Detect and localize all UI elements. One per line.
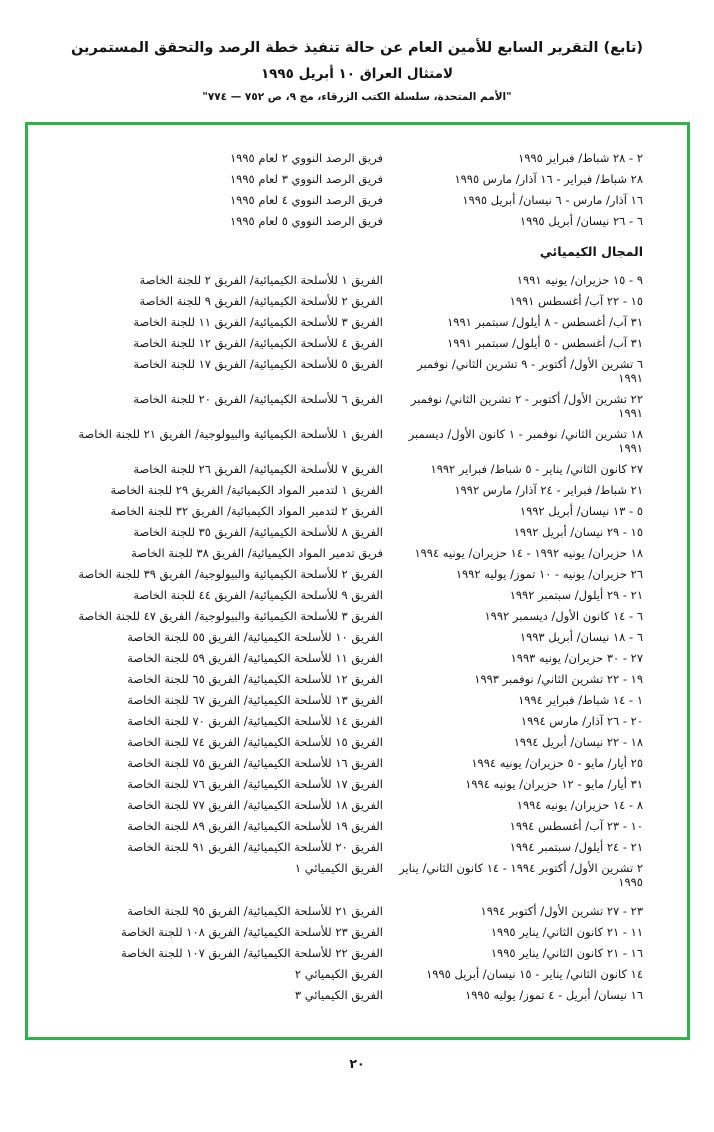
inspection-date-cell: ١٨ تشرين الثاني/ نوفمبر - ١ كانون الأول/ ديسمبر ١٩٩١ xyxy=(408,427,643,455)
inspection-date-cell: ٥ - ١٣ نيسان/ أبريل ١٩٩٢ xyxy=(519,504,643,518)
team-name-cell: الفريق ٢ لتدمير المواد الكيميائية/ الفريق ٣٢ للجنة الخاصة xyxy=(110,504,383,518)
inspection-row xyxy=(40,693,643,707)
inspection-row xyxy=(40,193,643,207)
inspection-date-cell: ٩ - ١٥ حزيران/ يونيه ١٩٩١ xyxy=(516,273,643,287)
inspection-row xyxy=(40,798,643,812)
team-name-cell: الفريق ١٥ للأسلحة الكيميائية/ الفريق ٧٤ للجنة الخاصة xyxy=(127,735,383,749)
inspection-date-cell: ٦ - ٢٦ نيسان/ أبريل ١٩٩٥ xyxy=(519,214,643,228)
inspection-date-cell: ٢٥ أيار/ مايو - ٥ حزيران/ يونيه ١٩٩٤ xyxy=(471,756,643,770)
report-header xyxy=(0,0,714,103)
team-name-cell: الفريق ٨ للأسلحة الكيميائية/ الفريق ٣٥ للجنة الخاصة xyxy=(133,525,383,539)
inspection-row xyxy=(40,988,643,1002)
inspection-row xyxy=(40,672,643,686)
inspection-date-cell: ٢٠ - ٢٦ آذار/ مارس ١٩٩٤ xyxy=(520,714,643,728)
inspection-date-cell: ٣١ آب/ أغسطس - ٥ أيلول/ سبتمبر ١٩٩١ xyxy=(447,336,643,350)
team-name-cell: الفريق ٣ للأسلحة الكيميائية/ الفريق ١١ للجنة الخاصة xyxy=(133,315,383,329)
inspection-date-cell: ١٥ - ٢٩ نيسان/ أبريل ١٩٩٢ xyxy=(513,525,643,539)
inspection-date-cell: ١٨ حزيران/ يونيه ١٩٩٢ - ١٤ حزيران/ يونيه ١٩٩٤ xyxy=(414,546,643,560)
team-name-cell: الفريق ١٤ للأسلحة الكيميائية/ الفريق ٧٠ للجنة الخاصة xyxy=(127,714,383,728)
inspection-date-cell: ٦ - ١٤ كانون الأول/ ديسمبر ١٩٩٢ xyxy=(484,609,643,623)
inspection-row xyxy=(40,273,643,287)
inspection-row xyxy=(40,315,643,329)
report-title-line-1: (تابع) التقرير السابع للأمين العام عن حالة تنفيذ خطة الرصد والتحقق المستمرين xyxy=(70,40,644,56)
team-name-cell: الفريق الكيميائي ٢ xyxy=(294,967,383,981)
inspection-row xyxy=(40,546,643,560)
inspection-date-cell: ١٥ - ٢٢ آب/ أغسطس ١٩٩١ xyxy=(509,294,643,308)
team-name-cell: فريق تدمير المواد الكيميائية/ الفريق ٣٨ للجنة الخاصة xyxy=(131,546,383,560)
inspection-row xyxy=(40,609,643,623)
section-header-chemical-field: المجال الكيميائي xyxy=(539,244,643,259)
inspection-date-cell: ٢٧ - ٣٠ حزيران/ يونيه ١٩٩٣ xyxy=(510,651,643,665)
inspection-date-cell: ٣١ أيار/ مايو - ١٢ حزيران/ يونيه ١٩٩٤ xyxy=(465,777,643,791)
team-name-cell: الفريق ١٧ للأسلحة الكيميائية/ الفريق ٧٦ للجنة الخاصة xyxy=(127,777,383,791)
inspection-row xyxy=(40,294,643,308)
inspection-date-cell: ٢١ - ٢٩ أيلول/ سبتمبر ١٩٩٢ xyxy=(509,588,643,602)
inspection-row xyxy=(40,714,643,728)
team-name-cell: الفريق ٣ للأسلحة الكيميائية والبيولوجية/ الفريق ٤٧ للجنة الخاصة xyxy=(78,609,383,623)
nuclear-monitoring-rows xyxy=(40,151,643,228)
team-name-cell: الفريق ١ لتدمير المواد الكيميائية/ الفريق ٢٩ للجنة الخاصة xyxy=(110,483,383,497)
team-name-cell: الفريق الكيميائي ٣ xyxy=(294,988,383,1002)
team-name-cell: الفريق ٢٠ للأسلحة الكيميائية/ الفريق ٩١ للجنة الخاصة xyxy=(127,840,383,854)
team-name-cell: الفريق ٢٣ للأسلحة الكيميائية/ الفريق ١٠٨ للجنة الخاصة xyxy=(121,925,383,939)
team-name-cell: فريق الرصد النووي ٣ لعام ١٩٩٥ xyxy=(229,172,383,186)
team-name-cell: الفريق الكيميائي ١ xyxy=(294,861,383,875)
inspection-row xyxy=(40,651,643,665)
team-name-cell: الفريق ١٨ للأسلحة الكيميائية/ الفريق ٧٧ للجنة الخاصة xyxy=(127,798,383,812)
inspection-date-cell: ٢١ - ٢٤ أيلول/ سبتمبر ١٩٩٤ xyxy=(509,840,643,854)
inspection-row xyxy=(40,967,643,981)
report-source-citation: "الأمم المتحدة، سلسلة الكتب الزرقاء، مج ٩، ص ٧٥٢ — ٧٧٤" xyxy=(202,91,512,103)
inspection-row xyxy=(40,151,643,165)
inspection-date-cell: ٨ - ١٤ حزيران/ يونيه ١٩٩٤ xyxy=(516,798,643,812)
team-name-cell: الفريق ٢٢ للأسلحة الكيميائية/ الفريق ١٠٧ للجنة الخاصة xyxy=(121,946,383,960)
chemical-inspection-rows xyxy=(40,273,643,1002)
inspection-row xyxy=(40,427,643,455)
inspection-row xyxy=(40,946,643,960)
inspection-date-cell: ٢١ شباط/ فبراير - ٢٤ آذار/ مارس ١٩٩٢ xyxy=(454,483,643,497)
inspection-date-cell: ٢٦ حزيران/ يونيه - ١٠ تموز/ يوليه ١٩٩٢ xyxy=(455,567,643,581)
inspection-row xyxy=(40,904,643,918)
inspection-date-cell: ٢٣ - ٢٧ تشرين الأول/ أكتوبر ١٩٩٤ xyxy=(480,904,643,918)
report-title-line-2: لامتثال العراق ١٠ أبريل ١٩٩٥ xyxy=(260,66,454,82)
team-name-cell: الفريق ٤ للأسلحة الكيميائية/ الفريق ١٢ للجنة الخاصة xyxy=(133,336,383,350)
inspection-date-cell: ٢٨ شباط/ فبراير - ١٦ آذار/ مارس ١٩٩٥ xyxy=(454,172,643,186)
inspection-row xyxy=(40,925,643,939)
team-name-cell: فريق الرصد النووي ٤ لعام ١٩٩٥ xyxy=(229,193,383,207)
inspection-row xyxy=(40,392,643,420)
inspection-date-cell: ٢٧ كانون الثاني/ يناير - ٥ شباط/ فبراير ١٩٩٢ xyxy=(430,462,643,476)
team-name-cell: الفريق ١ للأسلحة الكيميائية/ الفريق ٢ للجنة الخاصة xyxy=(139,273,383,287)
inspection-row xyxy=(40,172,643,186)
inspection-date-cell: ٦ تشرين الأول/ أكتوبر - ٩ تشرين الثاني/ نوفمبر ١٩٩١ xyxy=(417,357,643,385)
inspection-row xyxy=(40,588,643,602)
inspection-row xyxy=(40,483,643,497)
inspection-date-cell: ١٨ - ٢٢ نيسان/ أبريل ١٩٩٤ xyxy=(513,735,643,749)
inspection-row xyxy=(40,840,643,854)
inspection-date-cell: ٦ - ١٨ نيسان/ أبريل ١٩٩٣ xyxy=(519,630,643,644)
inspection-date-cell: ١٦ - ٢١ كانون الثاني/ يناير ١٩٩٥ xyxy=(490,946,643,960)
team-name-cell: الفريق ١٦ للأسلحة الكيميائية/ الفريق ٧٥ للجنة الخاصة xyxy=(127,756,383,770)
inspection-row xyxy=(40,336,643,350)
inspection-row xyxy=(40,630,643,644)
page-number: ٢٠ xyxy=(349,1056,365,1071)
inspection-date-cell: ٣١ آب/ أغسطس - ٨ أيلول/ سبتمبر ١٩٩١ xyxy=(447,315,643,329)
inspection-date-cell: ٢ تشرين الأول/ أكتوبر ١٩٩٤ - ١٤ كانون الثاني/ يناير ١٩٩٥ xyxy=(399,861,643,889)
inspection-row xyxy=(40,756,643,770)
team-name-cell: الفريق ٦ للأسلحة الكيميائية/ الفريق ٢٠ للجنة الخاصة xyxy=(133,392,383,406)
inspection-date-cell: ١٦ آذار/ مارس - ٦ نيسان/ أبريل ١٩٩٥ xyxy=(462,193,643,207)
inspection-row xyxy=(40,735,643,749)
inspection-row xyxy=(40,819,643,833)
team-name-cell: الفريق ٢ للأسلحة الكيميائية والبيولوجية/ الفريق ٣٩ للجنة الخاصة xyxy=(78,567,383,581)
inspection-row xyxy=(40,504,643,518)
inspection-row xyxy=(40,525,643,539)
inspection-date-cell: ١٠ - ٢٣ آب/ أغسطس ١٩٩٤ xyxy=(509,819,643,833)
team-name-cell: الفريق ١٩ للأسلحة الكيميائية/ الفريق ٨٩ للجنة الخاصة xyxy=(127,819,383,833)
inspection-row xyxy=(40,214,643,228)
team-name-cell: الفريق ٩ للأسلحة الكيميائية/ الفريق ٤٤ للجنة الخاصة xyxy=(133,588,383,602)
inspection-table-frame xyxy=(25,122,690,1040)
inspection-date-cell: ١٦ نيسان/ أبريل - ٤ تموز/ يوليه ١٩٩٥ xyxy=(465,988,643,1002)
team-name-cell: الفريق ٥ للأسلحة الكيميائية/ الفريق ١٧ للجنة الخاصة xyxy=(133,357,383,371)
inspection-date-cell: ١٩ - ٢٢ تشرين الثاني/ نوفمبر ١٩٩٣ xyxy=(474,672,643,686)
inspection-row xyxy=(40,462,643,476)
inspection-row xyxy=(40,567,643,581)
inspection-row xyxy=(40,861,643,889)
team-name-cell: فريق الرصد النووي ٢ لعام ١٩٩٥ xyxy=(229,151,383,165)
inspection-row xyxy=(40,357,643,385)
team-name-cell: الفريق ١٣ للأسلحة الكيميائية/ الفريق ٦٧ للجنة الخاصة xyxy=(127,693,383,707)
team-name-cell: الفريق ١٠ للأسلحة الكيميائية/ الفريق ٥٥ للجنة الخاصة xyxy=(127,630,383,644)
inspection-date-cell: ١١ - ٢١ كانون الثاني/ يناير ١٩٩٥ xyxy=(490,925,643,939)
team-name-cell: فريق الرصد النووي ٥ لعام ١٩٩٥ xyxy=(229,214,383,228)
inspection-date-cell: ٢٢ تشرين الأول/ أكتوبر - ٢ تشرين الثاني/ نوفمبر ١٩٩١ xyxy=(410,392,643,420)
inspection-row xyxy=(40,777,643,791)
team-name-cell: الفريق ١١ للأسلحة الكيميائية/ الفريق ٥٩ للجنة الخاصة xyxy=(127,651,383,665)
inspection-date-cell: ١ - ١٤ شباط/ فبراير ١٩٩٤ xyxy=(518,693,643,707)
team-name-cell: الفريق ١ للأسلحة الكيميائية والبيولوجية/ الفريق ٢١ للجنة الخاصة xyxy=(78,427,383,441)
team-name-cell: الفريق ٢١ للأسلحة الكيميائية/ الفريق ٩٥ للجنة الخاصة xyxy=(127,904,383,918)
team-name-cell: الفريق ١٢ للأسلحة الكيميائية/ الفريق ٦٥ للجنة الخاصة xyxy=(127,672,383,686)
inspection-date-cell: ٢ - ٢٨ شباط/ فبراير ١٩٩٥ xyxy=(518,151,643,165)
team-name-cell: الفريق ٧ للأسلحة الكيميائية/ الفريق ٢٦ للجنة الخاصة xyxy=(133,462,383,476)
inspection-date-cell: ١٤ كانون الثاني/ يناير - ١٥ نيسان/ أبريل ١٩٩٥ xyxy=(426,967,643,981)
team-name-cell: الفريق ٢ للأسلحة الكيميائية/ الفريق ٩ للجنة الخاصة xyxy=(139,294,383,308)
